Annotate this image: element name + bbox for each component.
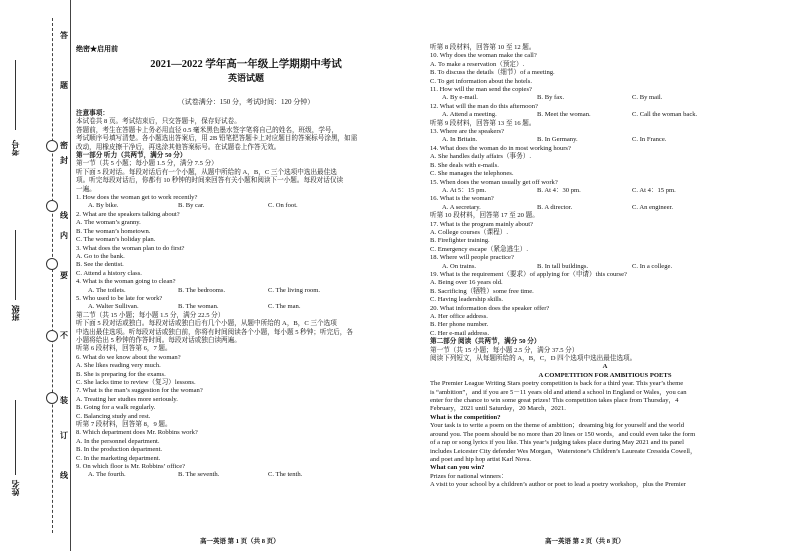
text-line: 改动，用橡皮擦干净后，再选涂其他答案标号。在试题卷上作答无效。 xyxy=(76,143,281,151)
text-line: 阅读下列短文，从每题所给的 A，B，C，D 四个选项中选出最佳选项。 xyxy=(430,355,637,363)
text-line: 听第 6 段材料，回答第 6，7 题。 xyxy=(76,345,172,353)
option-row xyxy=(430,94,780,102)
text-line: 8. Which department does Mr. Robbins work? xyxy=(76,429,198,437)
text-line: A. Being over 16 years old. xyxy=(430,279,503,287)
option-row xyxy=(430,111,780,119)
text-line: C. In the marketing department. xyxy=(76,454,161,462)
text-line: C. She manages the telephones. xyxy=(430,170,514,178)
option: C. In France. xyxy=(632,136,667,144)
text-line: A xyxy=(602,363,608,371)
text-line: 注意事项： xyxy=(76,110,109,117)
text-line: 1. How does the woman get to work recently? xyxy=(76,194,198,202)
text-line: B. She is preparing for the exams. xyxy=(76,370,166,378)
option: B. In Germany. xyxy=(537,136,578,144)
text-line: C. Having leadership skills. xyxy=(430,296,504,304)
option-row xyxy=(430,187,780,195)
option: C. The living room. xyxy=(268,286,321,294)
text-line: 10. Why does the woman make the call? xyxy=(430,52,537,60)
option: B. The bedrooms. xyxy=(178,286,226,294)
option-row xyxy=(76,202,416,210)
text-line: C. She lacks time to review（复习）lessons. xyxy=(76,379,196,386)
text-line: C. Attend a history class. xyxy=(76,269,142,277)
text-line: 项。听完每段对话后，你都有 10 秒钟的时间来回答有关小题和阅读下一小题。每段对话仅读 xyxy=(76,177,344,185)
binding-char: 不 xyxy=(60,331,68,340)
binding-char: 题 xyxy=(60,81,68,90)
text-line: 第二节（共 15 小题；每小题 1.5 分，满分 22.5 分） xyxy=(76,311,225,319)
text-line: A. Go to the bank. xyxy=(76,252,125,260)
option: C. Call the woman back. xyxy=(632,111,698,119)
option-row xyxy=(76,287,416,295)
text-line: 听第 7 段材料，回答第 8，9 题。 xyxy=(76,421,172,429)
text-line: 听下面 5 段对话。每段对话后有一个小题，从题中所给的 A，B，C 三个选项中选出最佳选 xyxy=(76,168,337,176)
text-line: A. In the personnel department. xyxy=(76,437,160,445)
text-line: B. To discuss the details（细节）of a meeting. xyxy=(430,69,555,77)
text-line: around you. The poem should be no more than 20 lines or 150 words，and could even take the form xyxy=(430,430,696,438)
option: A. Walter Sullivan. xyxy=(88,303,139,311)
binding-char: 线 xyxy=(60,211,68,220)
binding-hole-1 xyxy=(46,140,58,152)
exam-no-label: 考号 xyxy=(11,140,20,156)
option: C. An engineer. xyxy=(632,203,674,211)
text-line: The Premier League Writing Stars poetry competition is back for a third year. This year’s theme xyxy=(430,380,684,388)
option: B. At 4：30 pm. xyxy=(537,186,581,194)
binding-char: 答 xyxy=(60,31,68,40)
binding-char: 封 xyxy=(60,156,68,165)
text-line: February，2021 until Saturday，20 March，2021. xyxy=(430,405,566,413)
exam-no-line xyxy=(15,60,16,130)
text-line: A. To make a reservation（预定）. xyxy=(430,60,525,68)
binding-char: 线 xyxy=(60,471,68,480)
text-line: A. Treating her studies more seriously. xyxy=(76,395,178,403)
binding-char: 订 xyxy=(60,431,68,440)
text-line: 听第 9 段材料，回答第 13 至 16 题。 xyxy=(430,119,536,127)
option: B. A director. xyxy=(537,203,573,211)
option: A. In Britain. xyxy=(442,136,478,144)
option: B. The woman. xyxy=(178,303,219,311)
text-line: C. To get information about the hotels. xyxy=(430,77,532,85)
text-line: 3. What does the woman plan to do first? xyxy=(76,244,185,252)
text-line: 2. What are the speakers talking about? xyxy=(76,210,180,218)
option-row xyxy=(76,303,416,311)
binding-char: 密 xyxy=(60,141,68,150)
text-line: Prizes for national winners： xyxy=(430,472,508,480)
option: B. By car. xyxy=(178,202,205,210)
option: C. In a college. xyxy=(632,262,673,270)
text-line: 听第 10 段材料，回答第 17 至 20 题。 xyxy=(430,212,539,220)
option: A. The toilets. xyxy=(88,286,126,294)
option-row xyxy=(430,136,780,144)
binding-dashed-line xyxy=(52,18,53,533)
option: A. The fourth. xyxy=(88,471,126,479)
text-line: of a rap or song lyrics if you like. This year’s judging takes place during May 2021 and its panel xyxy=(430,439,684,447)
text-line: 7. What is the man’s suggestion for the woman? xyxy=(76,387,203,395)
text-line: 听第 8 段材料，回答第 10 至 12 题。 xyxy=(430,44,536,51)
text-line: A. She handles daily affairs（事务）. xyxy=(430,153,531,161)
option: B. In tall buildings. xyxy=(537,262,589,270)
page-footer-right: 高一英语 第 2 页（共 8 页） xyxy=(545,538,625,545)
text-line: C. Her e-mail address. xyxy=(430,329,490,337)
text-line: C. Emergency escape（紧急逃生）. xyxy=(430,245,529,253)
text-line: B. Her phone number. xyxy=(430,321,489,329)
option: B. Meet the woman. xyxy=(537,111,591,119)
binding-hole-3 xyxy=(46,258,58,270)
text-line: 5. Who used to be late for work? xyxy=(76,294,163,302)
class-line xyxy=(15,230,16,300)
option: A. Attend a meeting. xyxy=(442,111,497,119)
text-line: enter for the chance to win some great prizes! This competition takes place from Thursday，4 xyxy=(430,397,679,405)
text-line: B. Firefighter training. xyxy=(430,237,490,245)
option: C. The man. xyxy=(268,303,301,311)
option: A. At 5：15 pm. xyxy=(442,186,487,194)
binding-char: 装 xyxy=(60,396,68,405)
exam-title: 2021—2022 学年高一年级上学期期中考试 xyxy=(150,59,342,70)
text-line: A. The woman’s granny. xyxy=(76,219,141,227)
text-line: 16. What is the woman? xyxy=(430,195,494,203)
text-line: What can you win? xyxy=(430,464,485,472)
text-line: 答题前，考生在答题卡上务必用直径 0.5 毫米黑色墨水签字笔将自己的姓名，班级，学号， xyxy=(76,126,339,134)
text-line: A COMPETITION FOR AMBITIOUS POETS xyxy=(538,371,672,379)
text-line: 第一节（共 15 小题；每小题 2.5 分，满分 37.5 分） xyxy=(430,346,579,354)
text-line: 17. What is the program mainly about? xyxy=(430,220,533,228)
option-row xyxy=(430,204,780,212)
text-line: 14. What does the woman do in most working hours? xyxy=(430,144,571,152)
binding-hole-4 xyxy=(46,330,58,342)
option: C. The tenth. xyxy=(268,471,303,479)
option: C. By mail. xyxy=(632,94,663,102)
name-line xyxy=(15,400,16,475)
text-line: B. Going for a walk regularly. xyxy=(76,404,156,412)
binding-margin xyxy=(0,0,71,551)
text-line: 9. On which floor is Mr. Robbins’ office? xyxy=(76,463,186,471)
text-line: A visit to your school by a children’s author or poet to lead a poetry workshop，plus the Premier xyxy=(430,481,686,489)
text-line: 听下面 5 段对话或独白。每段对话或独白后有几个小题，从题中所给的 A，B，C 三个选项 xyxy=(76,320,337,328)
text-line: A. College courses（课程）. xyxy=(430,228,509,236)
text-line: 18. Where will people practice? xyxy=(430,254,514,262)
text-line: B. She deals with e-mails. xyxy=(430,161,499,169)
text-line: 15. When does the woman usually get off work? xyxy=(430,178,558,186)
exam-subtitle: 英语试题 xyxy=(227,73,264,83)
text-line: C. The woman’s holiday plan. xyxy=(76,236,156,244)
text-line: What is the competition? xyxy=(430,413,501,421)
text-line: 第二部分 阅读（共两节，满分 50 分） xyxy=(430,338,541,346)
exam-info: （试卷满分：150 分，考试时间：120 分钟） xyxy=(177,98,315,106)
text-line: 12. What will the man do this afternoon? xyxy=(430,102,538,110)
binding-char: 内 xyxy=(60,231,68,240)
option-row xyxy=(430,263,780,271)
class-label: 班级 xyxy=(11,305,20,321)
text-line: 6. What do we know about the woman? xyxy=(76,353,181,361)
text-line: 13. Where are the speakers? xyxy=(430,128,505,136)
text-line: 20. What information does the speaker offer? xyxy=(430,304,550,312)
binding-hole-2 xyxy=(46,200,58,212)
option: B. The seventh. xyxy=(178,471,220,479)
page-footer-left: 高一英语 第 1 页（共 8 页） xyxy=(200,538,280,545)
text-line: 小题将给出 5 秒钟的作答时间。每段对话或独白读两遍。 xyxy=(76,336,241,344)
text-line: B. The woman’s hometown. xyxy=(76,227,151,235)
text-line: Your task is to write a poem on the theme of ambition；dreaming big for yourself and the world xyxy=(430,422,685,430)
option: A. By e-mail. xyxy=(442,94,478,102)
binding-notice xyxy=(63,10,64,59)
option: A. By bike. xyxy=(88,202,119,210)
text-line: 第一部分 听力（共两节，满分 50 分） xyxy=(76,152,187,160)
option: C. At 4：15 pm. xyxy=(632,186,676,194)
option: B. By fax. xyxy=(537,94,565,102)
name-label: 姓名 xyxy=(11,480,20,496)
text-line: 19. What is the requirement（要求）of applying for（申请）this course? xyxy=(430,270,627,278)
text-line: 中选出最佳选项。听每段对话或独白前，你将有时间阅读各个小题，每小题 5 秒钟；听完后，各 xyxy=(76,328,353,336)
text-line: 11. How will the man send the copies? xyxy=(430,86,532,94)
option-row xyxy=(76,471,416,479)
text-line: B. In the production department. xyxy=(76,446,163,454)
option: C. On foot. xyxy=(268,202,298,210)
text-line: B. Sacrificing（牺牲）some free time. xyxy=(430,287,534,295)
confidential-mark: 绝密★启用前 xyxy=(76,45,118,53)
text-line: is “ambition”，and if you are 5－11 years old and attend a school in England or Wales，you can xyxy=(430,388,687,396)
option: A. On trains. xyxy=(442,262,477,270)
text-line: B. See the dentist. xyxy=(76,261,124,269)
text-line: 本试卷共 8 页。考试结束后，只交答题卡，保存好试卷。 xyxy=(76,118,241,126)
binding-char: 要 xyxy=(60,271,68,280)
text-line: C. Balancing study and rest. xyxy=(76,412,151,420)
text-line: and poet and hip hop artist Karl Nova. xyxy=(430,455,532,463)
option: A. A secretary. xyxy=(442,203,481,211)
text-line: A. She likes reading very much. xyxy=(76,362,161,370)
text-line: 第一节（共 5 小题；每小题 1.5 分，满分 7.5 分） xyxy=(76,160,218,168)
text-line: A. Her office address. xyxy=(430,313,488,320)
text-line: includes Leicester City defender Wes Morgan，Waterstone’s Children’s Laureate Cressida Cowell， xyxy=(430,447,697,455)
left-column xyxy=(76,110,416,480)
binding-hole-5 xyxy=(46,392,58,404)
text-line: 一遍。 xyxy=(76,185,96,193)
text-line: 考试顺序号填写清楚。各小题选出答案后，用 2B 铅笔把答题卡上对应题目的答案标号涂黑，如需 xyxy=(76,135,358,143)
text-line: 4. What is the woman going to clean? xyxy=(76,278,176,286)
right-column xyxy=(430,44,780,490)
